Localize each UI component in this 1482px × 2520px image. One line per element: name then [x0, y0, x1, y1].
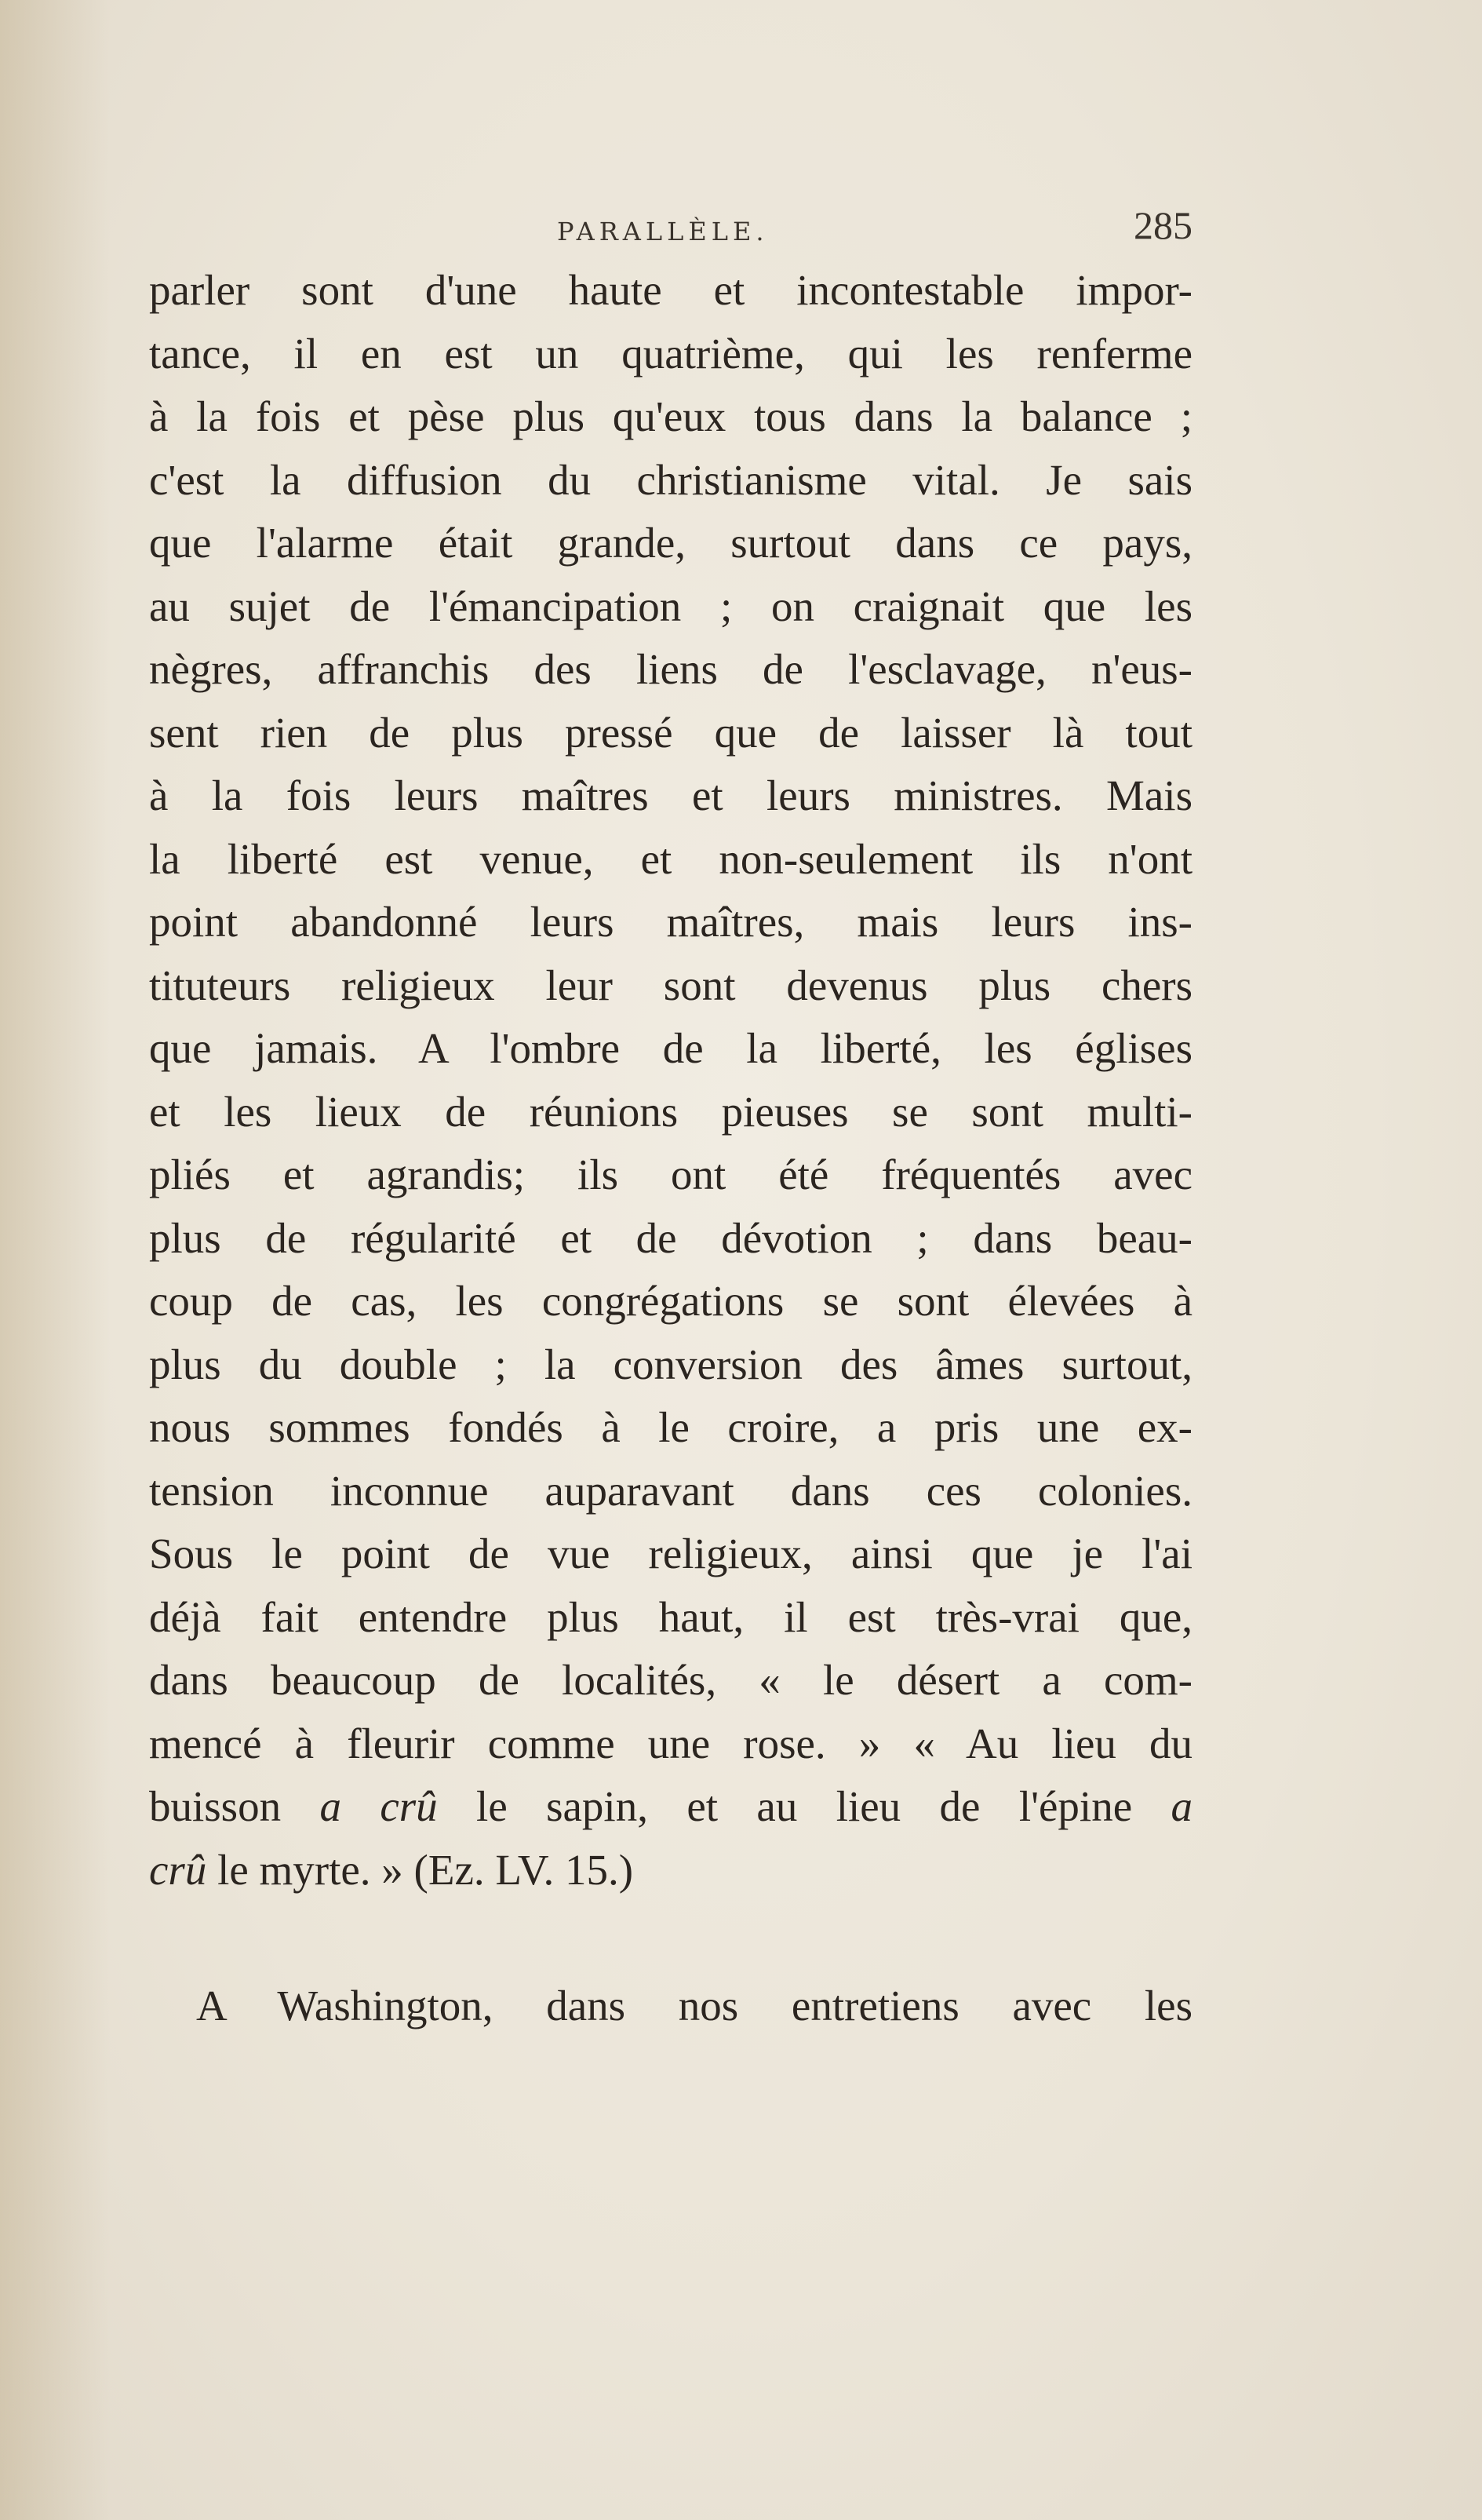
- text-line: au sujet de l'émancipation ; on craignait que les: [149, 582, 1193, 630]
- text-line: la liberté est venue, et non-seulement ils n'ont: [149, 834, 1193, 883]
- text-line: tension inconnue auparavant dans ces colonies.: [149, 1466, 1193, 1515]
- text-line: tance, il en est un quatrième, qui les renferme: [149, 329, 1193, 377]
- text-line: mencé à fleurir comme une rose. » « Au lieu du: [149, 1719, 1193, 1767]
- text-run: le myrte. » (Ez. LV. 15.): [206, 1845, 634, 1894]
- next-paragraph: [149, 1975, 1193, 2038]
- text-line: c'est la diffusion du christianisme vital. Je sais: [149, 455, 1193, 504]
- text-line: plus de régularité et de dévotion ; dans beau-: [149, 1213, 1193, 1262]
- text-line: nous sommes fondés à le croire, a pris une ex-: [149, 1403, 1193, 1451]
- text-line: A Washington, dans nos entretiens avec les: [196, 1982, 1193, 2029]
- text-line: déjà fait entendre plus haut, il est très-vrai que,: [149, 1592, 1193, 1641]
- text-line: [149, 1775, 1193, 1839]
- text-run: le sapin, et au lieu de l'épine: [437, 1782, 1171, 1830]
- text-run: buisson: [149, 1782, 320, 1830]
- text-line: que l'alarme était grande, surtout dans ce pays,: [149, 519, 1193, 567]
- text-line: sent rien de plus pressé que de laisser là tout: [149, 708, 1193, 757]
- text-line: à la fois et pèse plus qu'eux tous dans la balance ;: [149, 392, 1193, 440]
- text-line: plus du double ; la conversion des âmes surtout,: [149, 1340, 1193, 1388]
- italic-text: a: [1171, 1782, 1193, 1830]
- text-line: que jamais. A l'ombre de la liberté, les églises: [149, 1024, 1193, 1072]
- text-line: Sous le point de vue religieux, ainsi que je l'ai: [149, 1530, 1193, 1577]
- running-title: PARALLÈLE.: [557, 217, 769, 246]
- italic-text: crû: [149, 1845, 207, 1894]
- text-line: coup de cas, les congrégations se sont élevées à: [149, 1277, 1193, 1325]
- text-line: parler sont d'une haute et incontestable impor-: [149, 266, 1193, 314]
- text-line: dans beaucoup de localités, « le désert a com-: [149, 1656, 1193, 1704]
- text-line: et les lieux de réunions pieuses se sont multi-: [149, 1087, 1193, 1136]
- text-line: pliés et agrandis; ils ont été fréquentés avec: [149, 1151, 1193, 1198]
- text-line: nègres, affranchis des liens de l'esclavage, n'eus-: [149, 645, 1193, 693]
- page-number: 285: [1134, 203, 1193, 247]
- text-line: tituteurs religieux leur sont devenus plus chers: [149, 961, 1193, 1009]
- text-line: à la fois leurs maîtres et leurs ministres. Mais: [149, 771, 1193, 819]
- page-header: [149, 202, 1193, 257]
- body-paragraph: [149, 259, 1193, 1902]
- text-line: point abandonné leurs maîtres, mais leurs ins-: [149, 898, 1193, 946]
- italic-text: a crû: [319, 1782, 438, 1830]
- text-line: [149, 1839, 1193, 1902]
